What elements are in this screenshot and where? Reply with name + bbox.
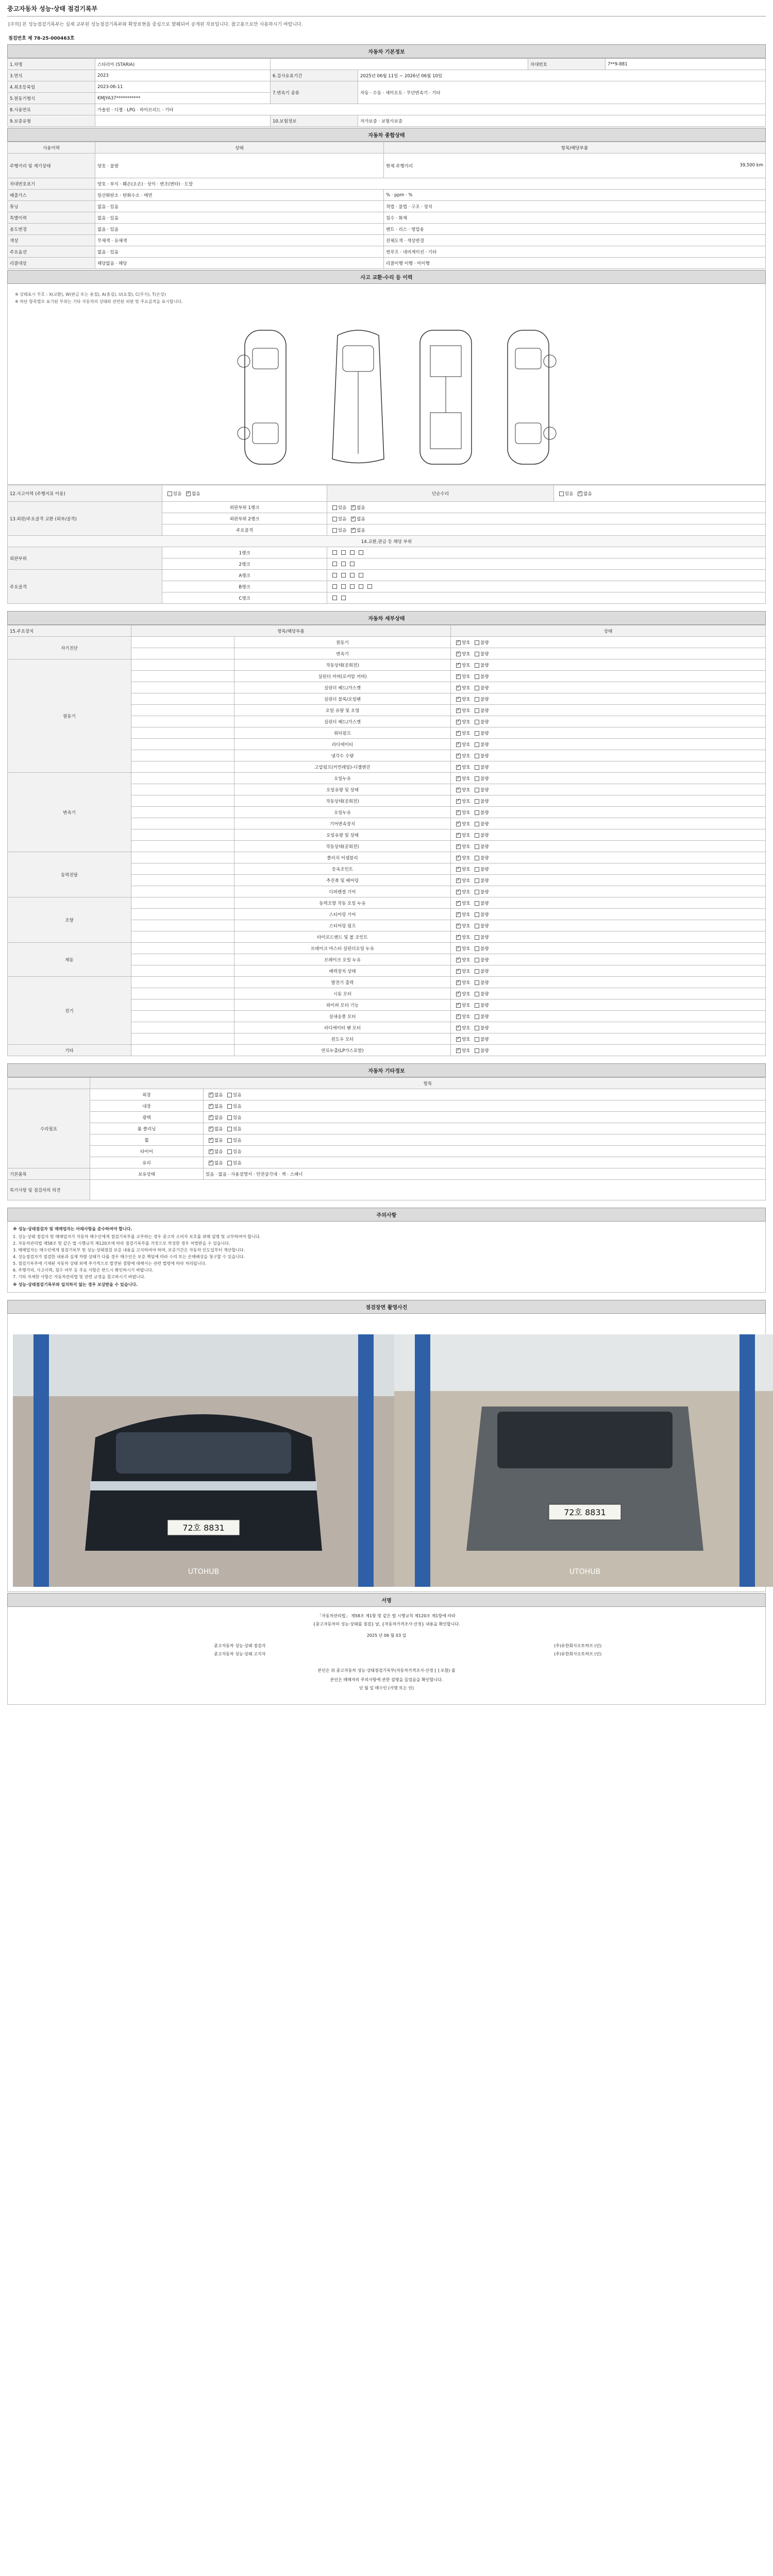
sign-box: 「자동차관리법」 제58조 제1항 및 같은 법 시행규칙 제120조 제1항에 따라 {중고자동차의 성능·상태를 점검} 날, {자동차가격조사·산정} 내용을 확인합니다. 2025 년 06 월 03 일 중고자동차 성능·상태 점검자 (주)유한회사오토허브 (인) 중고자동차 성능·상태 고지자 (주)유한회사오토허브 (인) 본인은 위 중고자동차 성능·상태점검기록부(자동차가격조사·산정 [ ] 포함) 를 본인은 매매자의 주의사항에 관한 설명을 들었음을 확인합니다. 년 월 일 매수인 (서명 또는 인) (7, 1607, 766, 1705)
other-row: 광택 ✓ 없음 있음 (8, 1112, 766, 1123)
overall-status-title: 자동차 종합상태 (7, 128, 766, 142)
accident-history-title: 사고 교환·수리 등 이력 (7, 270, 766, 284)
note-line: 6. 주행거리, 사고이력, 침수 여부 등 주요 사항은 반드시 확인하시기 바랍니다. (13, 1268, 154, 1273)
bad-checkbox[interactable] (475, 890, 479, 894)
detail-status-table: 15.주요장치 항목/해당부품 상태 자기진단 원동기 ✓ 양호 불량 변속기 ✓ 양호 불량 원동기 작동상태(공회전) ✓ 양호 불량 실린더 커버(로커암 커버) ✓ 양호 불량 실린더 헤드/가스켓 ✓ 양호 불량 실린더 블록/오일팬 ✓ 양호 불량 오일 유량 및 오염 ✓ 양호 불량 실린더 헤드/가스켓 ✓ 양호 불량 워터펌프 ✓ 양호 불량 라디에이터 ✓ 양호 불량 냉각수 수량 ✓ 양호 불량 고압펌프(커먼레일)-디젤엔진 ✓ 양호 불량 변속기 오일누유 ✓ 양호 불량 오일유량 및 상태 ✓ 양호 불량 작동상태(공회전) ✓ 양호 불량 오일누유 ✓ 양호 불량 기어변속장치 ✓ 양호 불량 오일유량 및 상태 ✓ 양호 불량 작동상태(공회전) ✓ 양호 불량 동력전달 클러치 어셈블리 ✓ 양호 불량 등속조인트 ✓ 양호 불량 추진축 및 베어링 ✓ 양호 불량 디퍼렌셜 기어 ✓ 양호 불량 조향 동력조향 작동 오일 누유 ✓ 양호 불량 스티어링 기어 ✓ 양호 불량 스티어링 펌프 ✓ 양호 불량 타이로드엔드 및 볼 조인트 ✓ 양호 불량 제동 브레이크 마스터 실린더오일 누유 ✓ 양호 불량 브레이크 오일 누유 ✓ 양호 불량 배력장치 상태 ✓ 양호 불량 전기 발전기 출력 ✓ 양호 불량 시동 모터 ✓ 양호 불량 와이퍼 모터 기능 ✓ 양호 불량 실내송풍 모터 ✓ 양호 불량 라디에이터 팬 모터 ✓ 양호 불량 윈도우 모터 ✓ 양호 불량 기타 연료누출(LP가스포함) ✓ 양호 불량 (7, 625, 766, 1056)
accident-table: 12.사고이력 (주행지표 이용) 있음 ✓없음 단순수리 있음 ✓없음 13.외판/주요골격 교환 (외부/골격) 외판부위 1랭크 있음 ✓없음 외판부위 2랭크 있음 ✓없음 주요골격 있음 ✓없음 14.교환,판금 등 해당 부위 외판부위 1랭크 2랭크 주요골격 A랭크 B랭크 C랭크 (7, 485, 766, 604)
car-top-front-icon (322, 325, 394, 469)
good-checkbox[interactable] (456, 686, 461, 690)
good-checkbox[interactable] (456, 697, 461, 702)
good-checkbox[interactable] (456, 833, 461, 838)
detail-row: 스티어링 기어 ✓ 양호 불량 (8, 909, 766, 920)
detail-row: 브레이크 오일 누유 ✓ 양호 불량 (8, 954, 766, 965)
car-diagram-area: ※ 상태표시 부호 : X(교환), W(판금 또는 용접), A(흠집), U(요철), C(부식), T(손상) ※ 하단 항목별로 표기된 부위는 기타 자동차의 상태와 관련된 외판 및 주요골격을 표시합니다. (7, 284, 766, 485)
good-checkbox[interactable] (456, 856, 461, 860)
other-row: 타이어 ✓ 없음 있음 (8, 1146, 766, 1157)
good-checkbox[interactable] (456, 878, 461, 883)
other-row: 휠 ✓ 없음 있음 (8, 1134, 766, 1146)
detail-row: 오일 유량 및 오염 ✓ 양호 불량 (8, 705, 766, 716)
good-checkbox[interactable] (456, 776, 461, 781)
detail-row: 기타 연료누출(LP가스포함) ✓ 양호 불량 (8, 1045, 766, 1056)
detail-row: 전기 발전기 출력 ✓ 양호 불량 (8, 977, 766, 988)
good-checkbox[interactable] (456, 1003, 461, 1008)
rear-photo (394, 1334, 773, 1587)
bad-checkbox[interactable] (475, 844, 479, 849)
bad-checkbox[interactable] (475, 924, 479, 928)
detail-row: 등속조인트 ✓ 양호 불량 (8, 863, 766, 875)
bad-checkbox[interactable] (475, 1003, 479, 1008)
photos-area (7, 1314, 766, 1592)
good-checkbox[interactable] (456, 720, 461, 724)
bad-checkbox[interactable] (475, 958, 479, 962)
note-line: 2. 자동차관리법 제58조 및 같은 법 시행규칙 제120조에 따라 점검기록부를 거짓으로 작성한 경우 처벌받을 수 있습니다. (13, 1241, 230, 1246)
other-row: 유리 ✓ 없음 있음 (8, 1157, 766, 1168)
detail-row: 오일유량 및 상태 ✓ 양호 불량 (8, 829, 766, 841)
good-checkbox[interactable] (456, 890, 461, 894)
document-title: 중고자동차 성능·상태 점검기록부 (7, 2, 766, 16)
good-checkbox[interactable] (456, 765, 461, 770)
bad-checkbox[interactable] (475, 720, 479, 724)
good-checkbox[interactable] (456, 935, 461, 940)
good-checkbox[interactable] (456, 1026, 461, 1030)
good-checkbox[interactable] (456, 901, 461, 906)
detail-row: 작동상태(공회전) ✓ 양호 불량 (8, 841, 766, 852)
bad-checkbox[interactable] (475, 1037, 479, 1042)
overall-status-table: 사용이력 상태 항목/해당부품 주행거리 및 계기상태 양호 · 불량 현재 주행거리 39,500 km 차대번호표기 양호 · 부식 · 훼손(오손) · 상이 · 변조(변타) · 도말 배출가스 일산화탄소 · 탄화수소 · 매연 % · ppm · % 튜닝 없음 · 있음 적법 · 불법 · 구조 · 장치 특별이력 없음 · 있음 침수 · 화재 용도변경 없음 · 있음 렌트 · 리스 · 영업용 색상 무채색 · 유채색 전체도색 · 색상변경 주요옵션 없음 · 있음 썬루프 · 네비게이션 · 기타 리콜대상 해당없음 · 해당 리콜이행 이행 · 미이행 (7, 142, 766, 269)
detail-row: 실린더 블록/오일팬 ✓ 양호 불량 (8, 693, 766, 705)
good-checkbox[interactable] (456, 958, 461, 962)
detail-row: 실린더 헤드/가스켓 ✓ 양호 불량 (8, 716, 766, 727)
good-checkbox[interactable] (456, 652, 461, 656)
car-side-left-icon (234, 325, 296, 469)
detail-row: 오일유량 및 상태 ✓ 양호 불량 (8, 784, 766, 795)
bad-checkbox[interactable] (475, 697, 479, 702)
good-checkbox[interactable] (456, 640, 461, 645)
bad-checkbox[interactable] (475, 1026, 479, 1030)
detail-row: 스티어링 펌프 ✓ 양호 불량 (8, 920, 766, 931)
bad-checkbox[interactable] (475, 652, 479, 656)
bad-checkbox[interactable] (475, 640, 479, 645)
detail-row: 워터펌프 ✓ 양호 불량 (8, 727, 766, 739)
detail-row: 실린더 커버(로커암 커버) ✓ 양호 불량 (8, 671, 766, 682)
bad-checkbox[interactable] (475, 822, 479, 826)
note-line: 4. 성능점검자가 점검한 내용과 실제 차량 상태가 다를 경우 매수인은 보증 책임에 따라 수리 또는 손해배상을 청구할 수 있습니다. (13, 1255, 245, 1259)
good-checkbox[interactable] (456, 992, 461, 996)
notice-text: [주의] 본 성능점검기록부는 실제 교부된 성능점검기록부와 확장표현을 중심으로 발췌되어 공개된 자료입니다. 참고용으로만 사용하시기 바랍니다. (8, 22, 303, 27)
photos-title: 점검장면 촬영사진 (7, 1300, 766, 1314)
basic-info-table: 1.차명 스타리아 (STARIA) 차대번호 7**9-881 3.연식 2023 6.검사유효기간 2025년 06월 11일 ~ 2026년 06월 10일 4.최초등록일 2023-06-11 7.변속기 종류 자동 · 수동 · 세미오토 · 무단변속기 · 기타 5.원동기형식 KMJYA37*********** 8.사용연료 가솔린 · 디젤 · LPG · 하이브리드 · 기타 9.보증유형 10.보험정보 자가보증 · 보험사보증 (7, 58, 766, 127)
note-line: 5. 점검기록부에 기재된 자동차 상태 외에 추가적으로 발견된 결함에 대해서는 관련 법령에 따라 처리됩니다. (13, 1261, 207, 1266)
good-checkbox[interactable] (456, 1037, 461, 1042)
detail-row: 실린더 헤드/가스켓 ✓ 양호 불량 (8, 682, 766, 693)
good-checkbox[interactable] (456, 844, 461, 849)
good-checkbox[interactable] (456, 946, 461, 951)
detail-row: 추진축 및 베어링 ✓ 양호 불량 (8, 875, 766, 886)
note-line: 1. 성능·상태 점검자 및 매매업자가 자동차 매수인에게 점검기록부를 교부하는 경우 중고차 소비자 보호를 위해 설명 및 교부하여야 합니다. (13, 1234, 261, 1239)
bad-checkbox[interactable] (475, 1014, 479, 1019)
good-checkbox[interactable] (456, 969, 461, 974)
bad-checkbox[interactable] (475, 878, 479, 883)
detail-row: 작동상태(공회전) ✓ 양호 불량 (8, 795, 766, 807)
detail-row: 변속기 오일누유 ✓ 양호 불량 (8, 773, 766, 784)
other-row: 룸 클리닝 ✓ 없음 있음 (8, 1123, 766, 1134)
bad-checkbox[interactable] (475, 856, 479, 860)
good-checkbox[interactable] (456, 822, 461, 826)
bad-checkbox[interactable] (475, 912, 479, 917)
bad-checkbox[interactable] (475, 799, 479, 804)
detail-row: 자기진단 원동기 ✓ 양호 불량 (8, 637, 766, 648)
bad-checkbox[interactable] (475, 708, 479, 713)
good-checkbox[interactable] (456, 799, 461, 804)
detail-row: 제동 브레이크 마스터 실린더오일 누유 ✓ 양호 불량 (8, 943, 766, 954)
good-checkbox[interactable] (456, 674, 461, 679)
good-checkbox[interactable] (456, 867, 461, 872)
note-line: 7. 기타 자세한 사항은 자동차관리법 및 관련 규정을 참고하시기 바랍니다. (13, 1275, 146, 1279)
detail-row: 시동 모터 ✓ 양호 불량 (8, 988, 766, 999)
good-checkbox[interactable] (456, 754, 461, 758)
rear-plate: 72호 8831 (564, 1507, 606, 1517)
bad-checkbox[interactable] (475, 788, 479, 792)
detail-row: 변속기 ✓ 양호 불량 (8, 648, 766, 659)
front-watermark: UTOHUB (188, 1568, 220, 1576)
bad-checkbox[interactable] (475, 776, 479, 781)
bad-checkbox[interactable] (475, 754, 479, 758)
detail-row: 동력전달 클러치 어셈블리 ✓ 양호 불량 (8, 852, 766, 863)
bad-checkbox[interactable] (475, 674, 479, 679)
bad-checkbox[interactable] (475, 935, 479, 940)
detail-row: 냉각수 수량 ✓ 양호 불량 (8, 750, 766, 761)
detail-row: 오일누유 ✓ 양호 불량 (8, 807, 766, 818)
detail-row: 원동기 작동상태(공회전) ✓ 양호 불량 (8, 659, 766, 671)
detail-row: 조향 동력조향 작동 오일 누유 ✓ 양호 불량 (8, 897, 766, 909)
bad-checkbox[interactable] (475, 867, 479, 872)
detail-row: 고압펌프(커먼레일)-디젤엔진 ✓ 양호 불량 (8, 761, 766, 773)
detail-row: 실내송풍 모터 ✓ 양호 불량 (8, 1011, 766, 1022)
front-plate: 72호 8831 (182, 1523, 225, 1533)
good-checkbox[interactable] (456, 1048, 461, 1053)
note-line: 3. 매매업자는 매수인에게 점검기록부 및 성능·상태점검 보증 내용을 고지하여야 하며, 보증기간은 자동차 인도일부터 계산합니다. (13, 1248, 245, 1252)
detail-row: 타이로드엔드 및 볼 조인트 ✓ 양호 불량 (8, 931, 766, 943)
car-side-right-icon (497, 325, 559, 469)
bad-checkbox[interactable] (475, 980, 479, 985)
detail-row: 라디에이터 ✓ 양호 불량 (8, 739, 766, 750)
notes-box: ※ 성능·상태점검자 및 매매업자는 아래사항을 준수하여야 합니다. 1. 성능·상태 점검자 및 매매업자가 자동차 매수인에게 점검기록부를 교부하는 경우 중고차 소비자 보호를 위해 설명 및 교부하여야 합니다. 2. 자동차관리법 제58조 및 같은 법 시행규칙 제120조에 따라 점검기록부를 거짓으로 작성한 경우 처벌받을 수 있습니다. 3. 매매업자는 매수인에게 점검기록부 및 성능·상태점검 보증 내용을 고지하여야 하며, 보증기간은 자동차 인도일부터 계산합니다. 4. 성능점검자가 점검한 내용과 실제 차량 상태가 다를 경우 매수인은 보증 책임에 따라 수리 또는 손해배상을 청구할 수 있습니다. 5. 점검기록부에 기재된 자동차 상태 외에 추가적으로 발견된 결함에 대해서는 관련 법령에 따라 처리됩니다. 6. 주행거리, 사고이력, 침수 여부 등 주요 사항은 반드시 확인하시기 바랍니다. 7. 기타 자세한 사항은 자동차관리법 및 관련 규정을 참고하시기 바랍니다. ※ 성능·상태점검기록부와 일치하지 않는 경우 보상받을 수 있습니다. (7, 1222, 766, 1293)
good-checkbox[interactable] (456, 980, 461, 985)
certificate-number: 점검번호 제 78-25-000463호 (8, 36, 75, 41)
good-checkbox[interactable] (456, 731, 461, 736)
other-info-title: 자동차 기타정보 (7, 1063, 766, 1077)
detail-row: 라디에이터 팬 모터 ✓ 양호 불량 (8, 1022, 766, 1033)
good-checkbox[interactable] (456, 924, 461, 928)
detail-row: 윈도우 모터 ✓ 양호 불량 (8, 1033, 766, 1045)
notes-title: 주의사항 (7, 1208, 766, 1222)
bad-checkbox[interactable] (475, 765, 479, 770)
bad-checkbox[interactable] (475, 663, 479, 668)
other-row: 수리필요 외장 ✓ 없음 있음 (8, 1089, 766, 1100)
bad-checkbox[interactable] (475, 731, 479, 736)
bad-checkbox[interactable] (475, 1048, 479, 1053)
bad-checkbox[interactable] (475, 742, 479, 747)
good-checkbox[interactable] (456, 788, 461, 792)
bad-checkbox[interactable] (475, 833, 479, 838)
good-checkbox[interactable] (456, 663, 461, 668)
good-checkbox[interactable] (456, 1014, 461, 1019)
other-info-table: 항목 수리필요 외장 ✓ 없음 있음 내장 ✓ 없음 있음 광택 ✓ 없음 있음 룸 클리닝 ✓ 없음 있음 휠 ✓ 없음 있음 타이어 ✓ 없음 있음 유리 ✓ 없음 있음 기본품목 보유상태 있음 · 없음 · 사용설명서 · 안전삼각대 · 잭 · 스패너 특기사항 및 점검자의 의견 (7, 1077, 766, 1200)
good-checkbox[interactable] (456, 708, 461, 713)
detail-row: 기어변속장치 ✓ 양호 불량 (8, 818, 766, 829)
car-frame-icon (410, 325, 482, 469)
other-row: 내장 ✓ 없음 있음 (8, 1100, 766, 1112)
rear-watermark: UTOHUB (569, 1568, 601, 1576)
good-checkbox[interactable] (456, 810, 461, 815)
basic-info-title: 자동차 기본정보 (7, 44, 766, 58)
front-photo (13, 1334, 394, 1587)
detail-row: 배력장치 상태 ✓ 양호 불량 (8, 965, 766, 977)
detail-status-title: 자동차 세부상태 (7, 611, 766, 625)
sign-title: 서명 (7, 1593, 766, 1607)
detail-row: 와이퍼 모터 기능 ✓ 양호 불량 (8, 999, 766, 1011)
bad-checkbox[interactable] (475, 901, 479, 906)
bad-checkbox[interactable] (475, 810, 479, 815)
bad-checkbox[interactable] (475, 969, 479, 974)
good-checkbox[interactable] (456, 742, 461, 747)
bad-checkbox[interactable] (475, 686, 479, 690)
bad-checkbox[interactable] (475, 992, 479, 996)
good-checkbox[interactable] (456, 912, 461, 917)
detail-row: 디퍼렌셜 기어 ✓ 양호 불량 (8, 886, 766, 897)
bad-checkbox[interactable] (475, 946, 479, 951)
